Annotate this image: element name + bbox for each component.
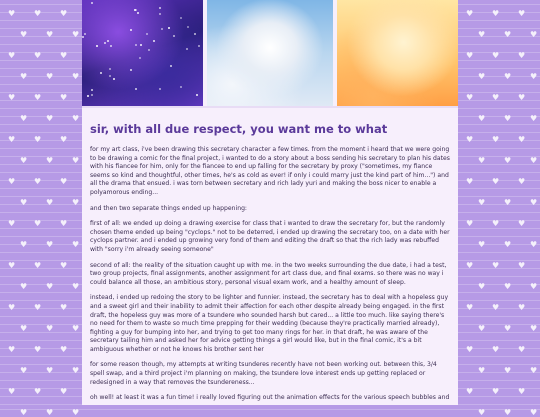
- heart-decoration-icon: ♥: [466, 93, 474, 102]
- heart-decoration-icon: ♥: [60, 177, 68, 186]
- heart-decoration-icon: ♥: [466, 51, 474, 60]
- heart-decoration-icon: ♥: [34, 219, 42, 228]
- star-decoration: [100, 72, 102, 74]
- heart-decoration-icon: ♥: [60, 135, 68, 144]
- star-decoration: [84, 33, 86, 35]
- heart-decoration-icon: ♥: [60, 303, 68, 312]
- heart-decoration-icon: ♥: [492, 177, 500, 186]
- star-decoration: [135, 44, 137, 46]
- heart-decoration-icon: ♥: [504, 408, 512, 417]
- heart-decoration-icon: ♥: [34, 177, 42, 186]
- heart-decoration-icon: ♥: [20, 114, 28, 123]
- star-decoration: [91, 89, 93, 91]
- heart-decoration-icon: ♥: [492, 261, 500, 270]
- heart-decoration-icon: ♥: [530, 366, 538, 375]
- heart-decoration-icon: ♥: [504, 324, 512, 333]
- heart-decoration-icon: ♥: [466, 9, 474, 18]
- heart-decoration-icon: ♥: [478, 198, 486, 207]
- heart-decoration-icon: ♥: [46, 156, 54, 165]
- post-paragraph: and then two separate things ended up happening:: [90, 204, 247, 212]
- heart-decoration-icon: ♥: [530, 156, 538, 165]
- galaxy-banner-image: [82, 0, 203, 106]
- post-paragraph: for my art class, i've been drawing this secretary character a few times. from the moment i heard that we were going to be drawing a comic for the final project, i wanted to do a story about a boss sending his secretary to plan his dates with his fiancee for him, only for the fiancee to end up falling for the secretary by proxy ("sometimes, my fiance seems so kind and thoughtful, other times, he's as cold as ever! if only i could marry just the kind part of him...") and all the drama that ensued. i was torn between secretary and rich lady yuri and making the boss nicer to enable a polyamorous ending...: [90, 146, 450, 196]
- star-decoration: [113, 78, 115, 80]
- heart-decoration-icon: ♥: [530, 408, 538, 417]
- star-decoration: [135, 88, 137, 90]
- heart-decoration-icon: ♥: [518, 345, 526, 354]
- heart-decoration-icon: ♥: [518, 9, 526, 18]
- heart-decoration-icon: ♥: [46, 72, 54, 81]
- heart-decoration-icon: ♥: [8, 345, 16, 354]
- heart-decoration-icon: ♥: [8, 303, 16, 312]
- star-decoration: [180, 17, 182, 19]
- star-decoration: [187, 26, 189, 28]
- heart-decoration-icon: ♥: [60, 93, 68, 102]
- heart-decoration-icon: ♥: [492, 387, 500, 396]
- star-decoration: [109, 68, 111, 70]
- heart-decoration-icon: ♥: [34, 9, 42, 18]
- heart-decoration-icon: ♥: [504, 156, 512, 165]
- heart-decoration-icon: ♥: [60, 219, 68, 228]
- star-decoration: [137, 12, 139, 14]
- heart-decoration-icon: ♥: [46, 240, 54, 249]
- heart-decoration-icon: ♥: [492, 51, 500, 60]
- heart-decoration-icon: ♥: [478, 282, 486, 291]
- heart-decoration-icon: ♥: [72, 324, 80, 333]
- heart-decoration-icon: ♥: [518, 51, 526, 60]
- star-decoration: [140, 44, 142, 46]
- heart-decoration-icon: ♥: [72, 282, 80, 291]
- heart-decoration-icon: ♥: [46, 366, 54, 375]
- heart-decoration-icon: ♥: [46, 282, 54, 291]
- star-decoration: [196, 94, 198, 96]
- heart-decoration-icon: ♥: [518, 135, 526, 144]
- heart-decoration-icon: ♥: [492, 303, 500, 312]
- star-decoration: [110, 45, 112, 47]
- blog-post-column: [82, 0, 458, 405]
- heart-decoration-icon: ♥: [8, 177, 16, 186]
- blog-post: [82, 108, 458, 403]
- heart-decoration-icon: ♥: [72, 366, 80, 375]
- star-decoration: [139, 57, 141, 59]
- post-paragraph: instead, i ended up redoing the story to be lighter and funnier. instead, the secretary has to deal with a hopeless guy and a sweet girl and their inability to admit their affection for each other despite already being engaged. in the first draft, the hopeless guy was more of a tsundere who sounded harsh but cared... a little too much. like saying there's no need for them to waste so much time prepping for their wedding (because they're practically married already), fighting a guy for bumping into her, and trying to get too many rings for her. in that draft, he was aware of the secretary tailing him and asked her for advice getting things a girl would like, but in the final comic, it's a bit ambiguous whether or not he knows his brother sent her: [90, 294, 449, 353]
- heart-decoration-icon: ♥: [504, 282, 512, 291]
- post-title: sir, with all due respect, you want me to what: [90, 122, 388, 136]
- heart-decoration-icon: ♥: [20, 156, 28, 165]
- heart-decoration-icon: ♥: [478, 114, 486, 123]
- star-decoration: [173, 35, 175, 37]
- heart-decoration-icon: ♥: [46, 198, 54, 207]
- star-decoration: [148, 49, 150, 51]
- heart-decoration-icon: ♥: [530, 240, 538, 249]
- star-decoration: [134, 9, 136, 11]
- heart-decoration-icon: ♥: [478, 366, 486, 375]
- heart-decoration-icon: ♥: [466, 387, 474, 396]
- heart-decoration-icon: ♥: [20, 324, 28, 333]
- heart-decoration-icon: ♥: [478, 156, 486, 165]
- star-decoration: [198, 45, 200, 47]
- heart-decoration-icon: ♥: [46, 408, 54, 417]
- heart-decoration-icon: ♥: [518, 93, 526, 102]
- header-banner: [82, 0, 458, 108]
- heart-decoration-icon: ♥: [466, 261, 474, 270]
- post-paragraph: second of all: the reality of the situation caught up with me. in the two weeks surrounding the due date, i had a test, two group projects, final assignments, another assignment for art class due, and final exams. so there was no way i could balance all those, an ambitious story, personal visual exam work, and a healthy amount of sleep.: [90, 261, 447, 286]
- heart-decoration-icon: ♥: [530, 198, 538, 207]
- heart-decoration-icon: ♥: [72, 30, 80, 39]
- heart-decoration-icon: ♥: [466, 303, 474, 312]
- heart-decoration-icon: ♥: [504, 114, 512, 123]
- heart-decoration-icon: ♥: [8, 9, 16, 18]
- heart-decoration-icon: ♥: [492, 9, 500, 18]
- heart-decoration-icon: ♥: [8, 93, 16, 102]
- heart-decoration-icon: ♥: [8, 219, 16, 228]
- post-paragraph: oh well! at least it was a fun time! i really loved figuring out the animation effects for the various speech bubbles and: [90, 394, 450, 402]
- heart-decoration-icon: ♥: [466, 135, 474, 144]
- star-decoration: [82, 36, 84, 38]
- star-decoration: [130, 29, 132, 31]
- heart-decoration-icon: ♥: [72, 240, 80, 249]
- heart-decoration-icon: ♥: [492, 135, 500, 144]
- star-decoration: [161, 28, 163, 30]
- heart-decoration-icon: ♥: [72, 156, 80, 165]
- heart-decoration-icon: ♥: [34, 135, 42, 144]
- heart-decoration-icon: ♥: [60, 345, 68, 354]
- heart-decoration-icon: ♥: [518, 219, 526, 228]
- heart-decoration-icon: ♥: [478, 324, 486, 333]
- sky-banner-image: [207, 0, 332, 106]
- heart-decoration-icon: ♥: [518, 387, 526, 396]
- heart-decoration-icon: ♥: [46, 30, 54, 39]
- heart-decoration-icon: ♥: [504, 30, 512, 39]
- heart-decoration-icon: ♥: [518, 303, 526, 312]
- heart-decoration-icon: ♥: [478, 72, 486, 81]
- heart-decoration-icon: ♥: [20, 282, 28, 291]
- post-paragraph: for some reason though, my attempts at writing tsunderes recently have not been working out. between this, 3/4 spell swap, and a third project i'm planning on making, the tsundere love interest ends up getting replaced or redesigned in a way that removes the tsundereness...: [90, 361, 437, 386]
- heart-decoration-icon: ♥: [20, 30, 28, 39]
- star-decoration: [104, 42, 106, 44]
- star-decoration: [91, 2, 93, 4]
- heart-decoration-icon: ♥: [504, 198, 512, 207]
- star-decoration: [146, 33, 148, 35]
- heart-decoration-icon: ♥: [20, 366, 28, 375]
- heart-decoration-icon: ♥: [466, 219, 474, 228]
- star-decoration: [194, 33, 196, 35]
- heart-decoration-icon: ♥: [478, 240, 486, 249]
- heart-decoration-icon: ♥: [530, 324, 538, 333]
- heart-decoration-icon: ♥: [478, 408, 486, 417]
- star-decoration: [109, 75, 111, 77]
- star-decoration: [91, 94, 93, 96]
- sunset-banner-image: [337, 0, 458, 106]
- heart-decoration-icon: ♥: [34, 387, 42, 396]
- heart-decoration-icon: ♥: [20, 408, 28, 417]
- background-hearts-left: [0, 0, 82, 417]
- star-decoration: [87, 95, 89, 97]
- star-decoration: [168, 27, 170, 29]
- star-decoration: [107, 40, 109, 42]
- heart-decoration-icon: ♥: [34, 303, 42, 312]
- heart-decoration-icon: ♥: [492, 219, 500, 228]
- star-decoration: [153, 40, 155, 42]
- heart-decoration-icon: ♥: [34, 93, 42, 102]
- heart-decoration-icon: ♥: [518, 261, 526, 270]
- heart-decoration-icon: ♥: [20, 72, 28, 81]
- heart-decoration-icon: ♥: [34, 51, 42, 60]
- heart-decoration-icon: ♥: [8, 135, 16, 144]
- heart-decoration-icon: ♥: [492, 93, 500, 102]
- heart-decoration-icon: ♥: [466, 345, 474, 354]
- heart-decoration-icon: ♥: [8, 51, 16, 60]
- heart-decoration-icon: ♥: [518, 177, 526, 186]
- heart-decoration-icon: ♥: [530, 30, 538, 39]
- heart-decoration-icon: ♥: [34, 261, 42, 270]
- heart-decoration-icon: ♥: [46, 114, 54, 123]
- heart-decoration-icon: ♥: [8, 261, 16, 270]
- heart-decoration-icon: ♥: [504, 240, 512, 249]
- heart-decoration-icon: ♥: [34, 345, 42, 354]
- heart-decoration-icon: ♥: [20, 240, 28, 249]
- heart-decoration-icon: ♥: [72, 72, 80, 81]
- background-hearts-right: [458, 0, 540, 417]
- heart-decoration-icon: ♥: [72, 408, 80, 417]
- star-decoration: [159, 13, 161, 15]
- heart-decoration-icon: ♥: [530, 114, 538, 123]
- heart-decoration-icon: ♥: [504, 366, 512, 375]
- heart-decoration-icon: ♥: [20, 198, 28, 207]
- star-decoration: [186, 48, 188, 50]
- heart-decoration-icon: ♥: [478, 30, 486, 39]
- heart-decoration-icon: ♥: [8, 387, 16, 396]
- heart-decoration-icon: ♥: [466, 177, 474, 186]
- star-decoration: [159, 88, 161, 90]
- star-decoration: [96, 45, 98, 47]
- star-decoration: [170, 65, 172, 67]
- heart-decoration-icon: ♥: [60, 9, 68, 18]
- heart-decoration-icon: ♥: [530, 282, 538, 291]
- heart-decoration-icon: ♥: [60, 387, 68, 396]
- heart-decoration-icon: ♥: [46, 324, 54, 333]
- heart-decoration-icon: ♥: [530, 72, 538, 81]
- star-decoration: [180, 86, 182, 88]
- star-decoration: [159, 7, 161, 9]
- heart-decoration-icon: ♥: [72, 114, 80, 123]
- heart-decoration-icon: ♥: [504, 72, 512, 81]
- heart-decoration-icon: ♥: [72, 198, 80, 207]
- post-paragraph: first of all: we ended up doing a drawing exercise for class that i wanted to draw the secretary for, but the randomly chosen theme ended up being "cyclops." not to be deterred, i ended up drawing the secretary too, on a date with her cyclops partner. and i ended up growing very fond of them and editing the draft so that the rich lady was rebuffed with "sorry i'm already seeing someone": [90, 220, 450, 253]
- heart-decoration-icon: ♥: [60, 261, 68, 270]
- star-decoration: [130, 69, 132, 71]
- heart-decoration-icon: ♥: [60, 51, 68, 60]
- heart-decoration-icon: ♥: [492, 345, 500, 354]
